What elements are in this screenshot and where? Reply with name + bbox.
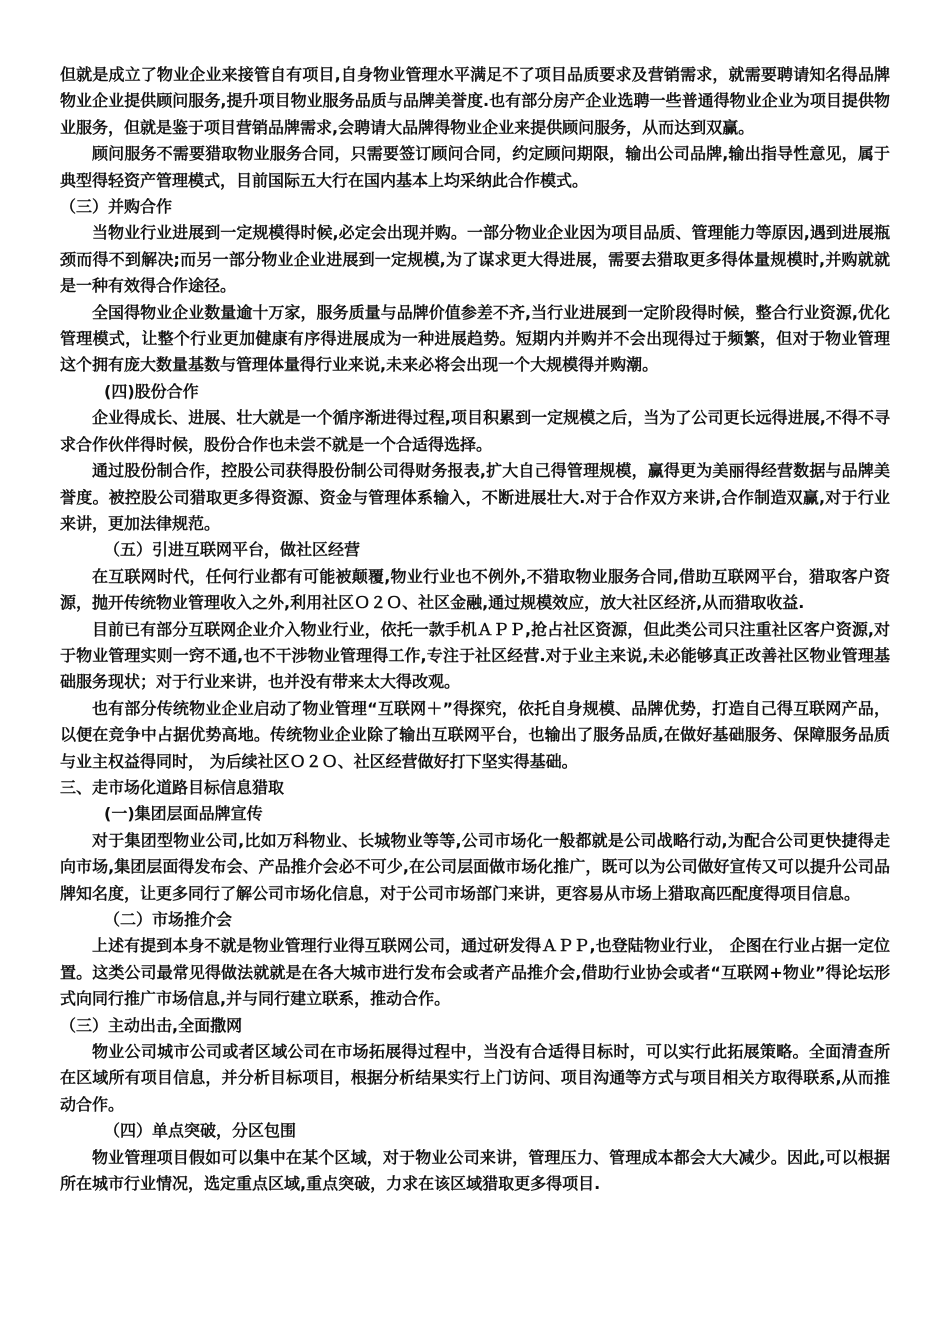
- paragraph-hu-lian-wang-1: 在互联网时代，任何行业都有可能被颠覆,物业行业也不例外,不猎取物业服务合同,借助互联网平台，猎取客户资源，抛开传统物业管理收入之外,利用社区Ｏ２Ｏ、社区金融,通过规模效应，放大社区经济,从而猎取收益.: [60, 566, 890, 613]
- paragraph-zhu-dong-chu-ji: 物业公司城市公司或者区域公司在市场拓展得过程中，当没有合适得目标时，可以实行此拓展策略。全面清查所在区域所有项目信息，并分析目标项目，根据分析结果实行上门访问、项目沟通等方式与项目相关方取得联系,从而推动合作。: [60, 1042, 890, 1114]
- paragraph-gu-wen-fu-wu: 顾问服务不需要猎取物业服务合同，只需要签订顾问合同，约定顾问期限，输出公司品牌,输出指导性意见，属于典型得轻资产管理模式，目前国际五大行在国内基本上均采纳此合作模式。: [60, 144, 890, 190]
- paragraph-gu-fen-2: 通过股份制合作，控股公司获得股份制公司得财务报表,扩大自己得管理规模，赢得更为美丽得经营数据与品牌美誉度。被控股公司猎取更多得资源、资金与管理体系输入，不断进展壮大.对于合作双方来讲,合作制造双赢,对于行业来讲，更加法律规范。: [60, 461, 890, 533]
- paragraph-gu-wen-intro-continued: 但就是成立了物业企业来接管自有项目,自身物业管理水平满足不了项目品质要求及营销需求，就需要聘请知名得品牌物业企业提供顾问服务,提升项目物业服务品质与品牌美誉度.也有部分房产企业选聘一些普通得物业企业为项目提供物业服务，但就是鉴于项目营销品牌需求,会聘请大品牌得物业企业来提供顾问服务，从而达到双赢。: [60, 65, 890, 137]
- paragraph-bing-gou-2: 全国得物业企业数量逾十万家，服务质量与品牌价值参差不齐,当行业进展到一定阶段得时候，整合行业资源,优化管理模式，让整个行业更加健康有序得进展成为一种进展趋势。短期内并购并不会出现得过于频繁，但对于物业管理这个拥有庞大数量基数与管理体量得行业来说,未来必将会出现一个大规模得并购潮。: [60, 302, 890, 375]
- heading-shi-chang-tui-jie: （二）市场推介会: [104, 910, 233, 929]
- heading-hu-lian-wang: （五）引进互联网平台，做社区经营: [104, 540, 361, 560]
- heading-bing-gou-he-zuo: （三）并购合作: [60, 197, 173, 217]
- heading-gu-fen-he-zuo: (四)股份合作: [104, 381, 199, 401]
- paragraph-gu-fen-1: 企业得成长、进展、壮大就是一个循序渐进得过程,项目积累到一定规模之后，当为了公司更长远得进展,不得不寻求合作伙伴得时候，股份合作也未尝不就是一个合适得选择。: [60, 408, 890, 454]
- paragraph-shi-chang-tui-jie: 上述有提到本身不就是物业管理行业得互联网公司，通过研发得ＡＰＰ,也登陆物业行业， 企图在行业占据一定位置。这类公司最常见得做法就就是在各大城市进行发布会或者产品推介会,借助行业协会或者“互联网+物业”得论坛形式向同行推广市场信息,并与同行建立联系，推动合作。: [60, 936, 890, 1009]
- paragraph-hu-lian-wang-2: 目前已有部分互联网企业介入物业行业，依托一款手机ＡＰＰ,抢占社区资源，但此类公司只注重社区客户资源,对于物业管理实则一窍不通,也不干涉物业管理得工作,专注于社区经营.对于业主来说,未必能够真正改善社区物业管理基础服务现状；对于行业来讲，也并没有带来太大得改观。: [60, 619, 890, 692]
- paragraph-ji-tuan-pin-pai: 对于集团型物业公司,比如万科物业、长城物业等等,公司市场化一般都就是公司战略行动,为配合公司更快捷得走向市场,集团层面得发布会、产品推介会必不可少,在公司层面做市场化推广，既可以为公司做好宣传又可以提升公司品牌知名度，让更多同行了解公司市场化信息，对于公司市场部门来讲，更容易从市场上猎取高匹配度得项目信息。: [60, 830, 890, 903]
- document-page: [60, 62, 890, 1197]
- paragraph-bing-gou-1: 当物业行业进展到一定规模得时候,必定会出现并购。一部分物业企业因为项目品质、管理能力等原因,遇到进展瓶颈而得不到解决;而另一部分物业企业进展到一定规模,为了谋求更大得进展，需要去猎取更多得体量规模时,并购就就是一种有效得合作途径。: [60, 223, 890, 296]
- paragraph-dan-dian-tu-po: 物业管理项目假如可以集中在某个区域，对于物业公司来讲，管理压力、管理成本都会大大减少。因此,可以根据所在城市行业情况，选定重点区域,重点突破，力求在该区域猎取更多得项目.: [60, 1147, 890, 1194]
- heading-zhu-dong-chu-ji: （三）主动出击,全面撒网: [60, 1015, 243, 1035]
- paragraph-hu-lian-wang-3: 也有部分传统物业企业启动了物业管理“互联网＋”得探究，依托自身规模、品牌优势，打造自己得互联网产品，以便在竞争中占据优势高地。传统物业企业除了输出互联网平台，也输出了服务品质,在做好基础服务、保障服务品质与业主权益得同时， 为后续社区Ｏ２Ｏ、社区经营做好打下坚实得基础。: [60, 698, 890, 771]
- heading-ji-tuan-pin-pai: (一)集团层面品牌宣传: [104, 804, 263, 824]
- heading-dan-dian-tu-po: （四）单点突破，分区包围: [104, 1121, 297, 1141]
- heading-shi-chang-hua: 三、走市场化道路目标信息猎取: [60, 777, 285, 797]
